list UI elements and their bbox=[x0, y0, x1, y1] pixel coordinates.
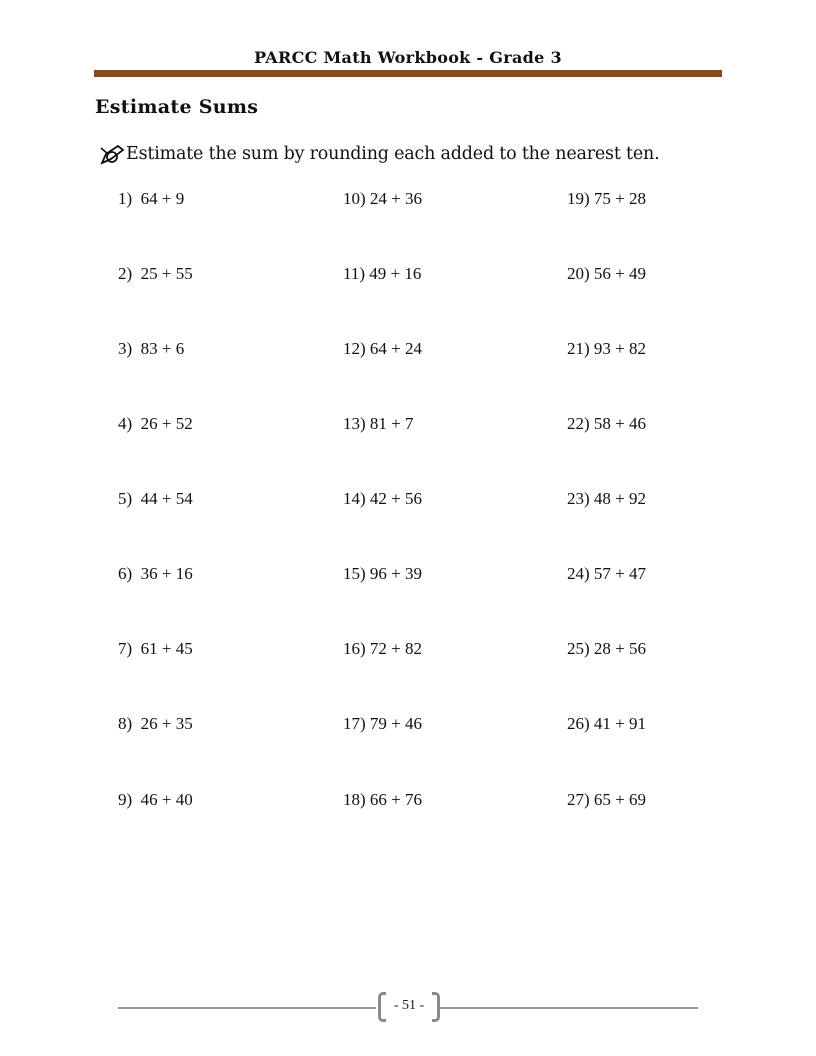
pencil-icon bbox=[100, 143, 126, 165]
footer-bracket-right bbox=[432, 992, 440, 1022]
problem-item: 4) 26 + 52 bbox=[118, 414, 193, 433]
instruction-text: Estimate the sum by rounding each added to the nearest ten. bbox=[126, 144, 660, 164]
problem-item: 16) 72 + 82 bbox=[343, 639, 422, 658]
page-number: - 51 - bbox=[393, 998, 425, 1013]
problem-item: 26) 41 + 91 bbox=[567, 714, 646, 733]
problem-item: 3) 83 + 6 bbox=[118, 339, 185, 358]
problem-item: 18) 66 + 76 bbox=[343, 790, 422, 809]
problem-item: 17) 79 + 46 bbox=[343, 714, 422, 733]
problem-item: 12) 64 + 24 bbox=[343, 339, 422, 358]
problem-item: 20) 56 + 49 bbox=[567, 264, 646, 283]
problem-item: 19) 75 + 28 bbox=[567, 189, 646, 208]
problem-item: 24) 57 + 47 bbox=[567, 564, 646, 583]
problem-item: 25) 28 + 56 bbox=[567, 639, 646, 658]
problem-item: 7) 61 + 45 bbox=[118, 639, 193, 658]
problem-item: 15) 96 + 39 bbox=[343, 564, 422, 583]
footer-divider-right bbox=[440, 1007, 698, 1009]
problem-item: 2) 25 + 55 bbox=[118, 264, 193, 283]
footer-bracket-left bbox=[378, 992, 386, 1022]
problem-item: 27) 65 + 69 bbox=[567, 790, 646, 809]
footer-divider-left bbox=[118, 1007, 376, 1009]
problem-item: 14) 42 + 56 bbox=[343, 489, 422, 508]
problem-item: 10) 24 + 36 bbox=[343, 189, 422, 208]
workbook-title: PARCC Math Workbook - Grade 3 bbox=[254, 48, 562, 67]
header-divider bbox=[94, 70, 722, 77]
problem-item: 21) 93 + 82 bbox=[567, 339, 646, 358]
problem-item: 23) 48 + 92 bbox=[567, 489, 646, 508]
instruction bbox=[100, 143, 659, 165]
problem-item: 11) 49 + 16 bbox=[343, 264, 422, 283]
problem-item: 9) 46 + 40 bbox=[118, 790, 193, 809]
section-title: Estimate Sums bbox=[95, 96, 259, 118]
problem-item: 6) 36 + 16 bbox=[118, 564, 193, 583]
problem-item: 13) 81 + 7 bbox=[343, 414, 414, 433]
problem-item: 8) 26 + 35 bbox=[118, 714, 193, 733]
problem-item: 22) 58 + 46 bbox=[567, 414, 646, 433]
problem-item: 5) 44 + 54 bbox=[118, 489, 193, 508]
problem-item: 1) 64 + 9 bbox=[118, 189, 185, 208]
